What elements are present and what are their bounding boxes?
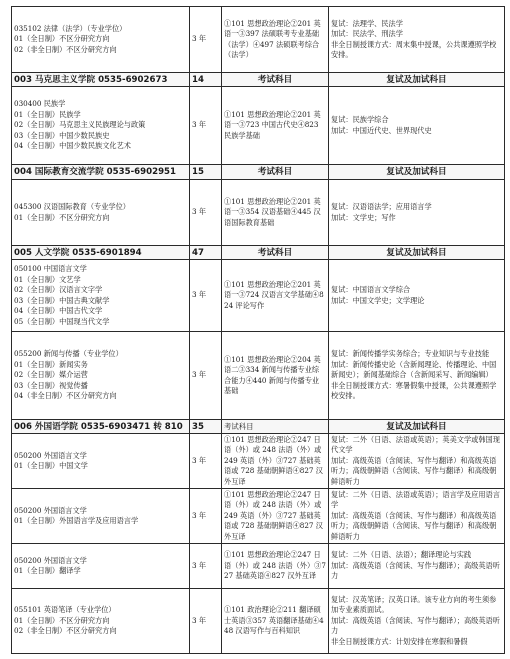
- college-header-row: [12, 246, 505, 260]
- research-direction: 02（全日制）马克思主义民族理论与政策: [14, 120, 146, 130]
- research-direction: 01（全日制）新闻实务: [14, 359, 88, 369]
- program-cell: [12, 7, 190, 73]
- program-title: 030400 民族学: [14, 99, 66, 109]
- exam-cell: [222, 332, 329, 420]
- research-direction: 04（非全日制）不区分研究方向: [14, 391, 117, 401]
- college-header-row: [12, 420, 505, 434]
- research-direction: 02（全日制）媒介运营: [14, 370, 88, 380]
- program-row: [12, 180, 505, 246]
- retest-cell: [329, 589, 505, 654]
- program-cell: [12, 589, 190, 654]
- retest-subjects: 复试：民族学综合 加试：中国近代史、世界现代史: [331, 115, 432, 135]
- program-title: 050100 中国语言文学: [14, 264, 87, 273]
- program-title: 050200 外国语言文学: [14, 450, 87, 460]
- research-direction: 03（全日制）中国少数民族史: [14, 130, 110, 140]
- exam-subjects: ①101 思想政治理论②247 日语（外）或 248 法语（外）或 249 英语（外）③727 基础英语或 728 基础朝鲜语④827 汉外互译: [224, 489, 323, 541]
- program-title: 050200 外国语言文学: [14, 555, 87, 565]
- retest-subjects: 复试：二外（日语、法语）；翻译理论与实践 加试：高级英语（含阅读、写作与翻译）；高级英语听力: [331, 550, 500, 581]
- college-header-row: [12, 165, 505, 180]
- exam-cell: [222, 434, 329, 489]
- program-row: [12, 260, 505, 332]
- retest-subjects-heading: 复试及加试科目: [329, 420, 505, 434]
- retest-subjects-heading: 复试及加试科目: [329, 73, 505, 87]
- retest-cell: [329, 260, 505, 332]
- program-cell: [12, 434, 190, 489]
- research-direction: 04（全日制）中国少数民族文化艺术: [14, 141, 131, 151]
- program-cell: [12, 544, 190, 589]
- study-years: 3 年: [190, 434, 222, 489]
- retest-cell: [329, 87, 505, 165]
- program-row: [12, 434, 505, 489]
- college-name: 003 马克思主义学院 0535-6902673: [12, 73, 190, 87]
- study-years: 3 年: [190, 180, 222, 246]
- retest-cell: [329, 180, 505, 246]
- study-years: 3 年: [190, 489, 222, 544]
- research-direction: 01（全日制）民族学: [14, 109, 81, 119]
- retest-subjects-heading: 复试及加试科目: [329, 246, 505, 260]
- retest-cell: [329, 434, 505, 489]
- admissions-table: [11, 6, 505, 654]
- program-cell: [12, 489, 190, 544]
- college-header-row: [12, 73, 505, 87]
- retest-subjects: 复试：中国语言文学综合 加试：中国文学史；文学理论: [331, 285, 425, 305]
- exam-subjects-heading: 考试科目: [222, 165, 329, 180]
- study-years: 3 年: [190, 332, 222, 420]
- program-title: 035102 法律（法学）（专业学位）: [14, 23, 127, 33]
- exam-subjects: ①101 思想政治理论②201 英语一③354 汉语基础④445 汉语国际教育基础: [224, 196, 321, 227]
- research-direction: 04（全日制）中国古代文学: [14, 306, 103, 315]
- program-title: 050200 外国语言文学: [14, 505, 87, 515]
- exam-cell: [222, 489, 329, 544]
- exam-subjects-heading: 考试科目: [222, 73, 329, 87]
- research-direction: 01（全日制）中国文学: [14, 461, 88, 470]
- exam-cell: [222, 7, 329, 73]
- exam-cell: [222, 544, 329, 589]
- research-direction: 01（全日制）不区分研究方向: [14, 615, 110, 625]
- retest-subjects: 复试：汉英笔译；汉英口译。该专业方向的考生须参加专业素质面试。 加试：高级英语（含阅读、写作与翻译）；高级英语听力 非全日制授课方式：计划安排在寒假和暑假: [331, 594, 500, 646]
- program-cell: [12, 332, 190, 420]
- college-name: 005 人文学院 0535-6901894: [12, 246, 190, 260]
- exam-subjects: ①101 政治理论②211 翻译硕士英语③357 英语翻译基础④448 汉语写作与百科知识: [224, 605, 324, 636]
- program-cell: [12, 260, 190, 332]
- research-direction: 02（非全日制）不区分研究方向: [14, 626, 117, 636]
- exam-cell: [222, 87, 329, 165]
- research-direction: 02（非全日制）不区分研究方向: [14, 44, 117, 54]
- program-cell: [12, 87, 190, 165]
- exam-subjects: ①101 思想政治理论②201 英语一③723 中国古代史④823 民族学基础: [224, 109, 321, 140]
- study-years: 3 年: [190, 260, 222, 332]
- retest-subjects-heading: 复试及加试科目: [329, 165, 505, 180]
- enrollment-count: 47: [190, 246, 222, 260]
- research-direction: 01（全日制）翻译学: [14, 566, 81, 575]
- program-row: [12, 589, 505, 654]
- program-title: 055101 英语笔译（专业学位）: [14, 605, 116, 615]
- enrollment-count: 15: [190, 165, 222, 180]
- retest-subjects: 复试：二外（日语、法语或英语）；语言学及应用语言学 加试：高级英语（含阅读、写作与翻译）和高级英语听力；高级朝鲜语（含阅读、写作与翻译）和高级朝鲜语听力: [331, 489, 500, 541]
- study-years: 3 年: [190, 7, 222, 73]
- program-row: [12, 489, 505, 544]
- exam-subjects: ①101 思想政治理论②204 英语二③334 新闻与传播专业综合能力④440 新闻与传播专业基础: [224, 354, 321, 395]
- program-row: [12, 7, 505, 73]
- research-direction: 02（全日制）汉语言文字学: [14, 285, 103, 294]
- retest-subjects: 复试：二外（日语、法语或英语）；英美文学或韩国现代文学 加试：高级英语（含阅读、写作与翻译）和高级英语听力；高级朝鲜语（含阅读、写作与翻译）和高级朝鲜语听力: [331, 434, 500, 486]
- research-direction: 03（全日制）视觉传播: [14, 380, 88, 390]
- program-row: [12, 87, 505, 165]
- retest-cell: [329, 332, 505, 420]
- research-direction: 03（全日制）中国古典文献学: [14, 295, 110, 305]
- retest-subjects: 复试：新闻传播学实务综合；专业知识与专业技能 加试：新闻传播史论（含新闻理论、传播理论、中国新闻史）；新闻基础综合（含新闻采写、新闻编辑） 非全日制授课方式：寒暑假集中授课，公共课遵照学校安排。: [331, 349, 497, 401]
- retest-cell: [329, 544, 505, 589]
- program-title: 045300 汉语国际教育（专业学位）: [14, 202, 130, 211]
- program-title: 055200 新闻与传播（专业学位）: [14, 349, 123, 359]
- exam-subjects-heading: 考试科目: [222, 420, 329, 434]
- research-direction: 01（全日制）外国语言学及应用语言学: [14, 516, 139, 525]
- enrollment-count: 35: [190, 420, 222, 434]
- study-years: 3 年: [190, 87, 222, 165]
- exam-subjects: ①101 思想政治理论②201 英语一③724 汉语言文学基础④824 评论写作: [224, 279, 324, 310]
- study-years: 3 年: [190, 544, 222, 589]
- program-row: [12, 544, 505, 589]
- study-years: 3 年: [190, 589, 222, 654]
- college-name: 004 国际教育交流学院 0535-6902951: [12, 165, 190, 180]
- enrollment-count: 14: [190, 73, 222, 87]
- program-cell: [12, 180, 190, 246]
- exam-subjects: ①101 思想政治理论②201 英语一③397 法硕联考专业基础（法学）④497 法硕联考综合（法学）: [224, 18, 321, 59]
- college-name: 006 外国语学院 0535-6903471 转 810: [12, 420, 190, 434]
- retest-cell: [329, 489, 505, 544]
- retest-subjects: 复试：法理学、民法学 加试：民法学、刑法学 非全日制授课方式：周末集中授课，公共课遵照学校安排。: [331, 18, 497, 59]
- exam-cell: [222, 260, 329, 332]
- research-direction: 01（全日制）不区分研究方向: [14, 34, 110, 44]
- retest-subjects: 复试：汉语语法学；应用语言学 加试：文学史；写作: [331, 202, 432, 222]
- exam-subjects: ①101 思想政治理论②247 日语（外）或 248 法语（外）或 249 英语（外）③727 基础英语或 728 基础朝鲜语④827 汉外互译: [224, 434, 323, 486]
- retest-cell: [329, 7, 505, 73]
- program-row: [12, 332, 505, 420]
- research-direction: 01（全日制）不区分研究方向: [14, 212, 110, 222]
- exam-subjects: ①101 思想政治理论②247 日语（外）或 248 法语（外）③727 基础英语④827 汉外互译: [224, 550, 326, 581]
- exam-subjects-heading: 考试科目: [222, 246, 329, 260]
- research-direction: 05（全日制）中国现当代文学: [14, 316, 110, 326]
- exam-cell: [222, 180, 329, 246]
- exam-cell: [222, 589, 329, 654]
- research-direction: 01（全日制）文艺学: [14, 274, 81, 284]
